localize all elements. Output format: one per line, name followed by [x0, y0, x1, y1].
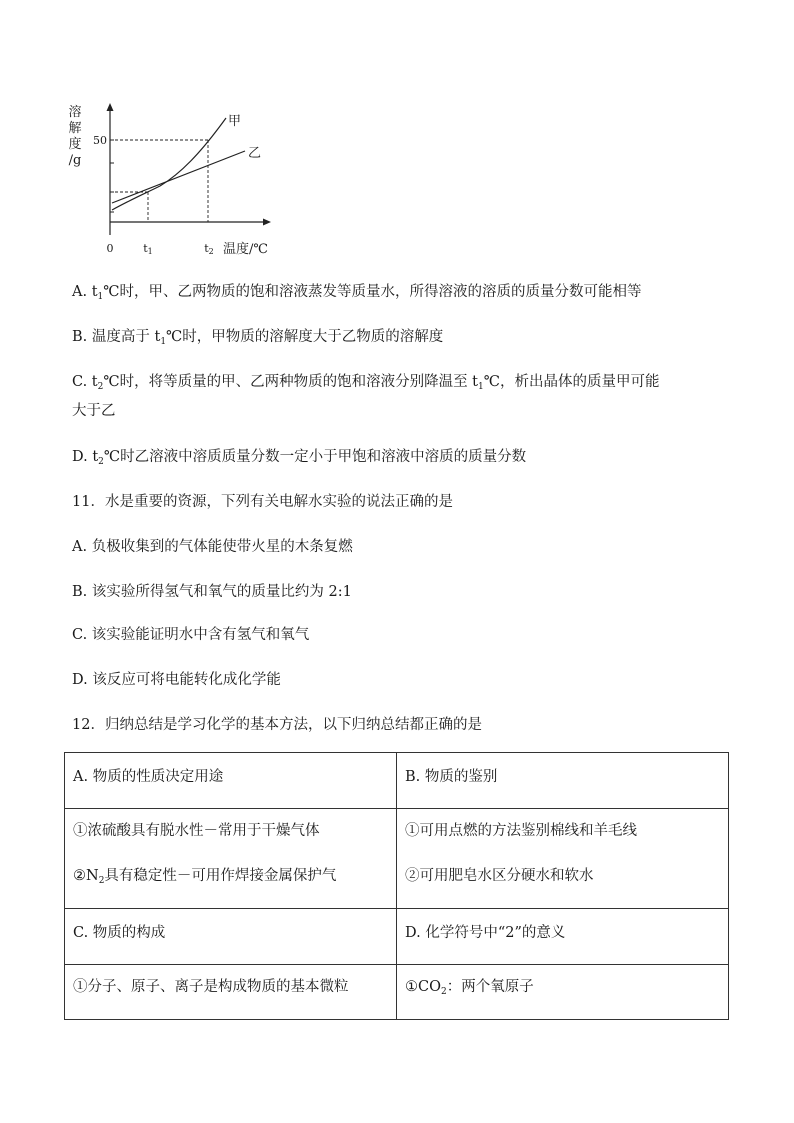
y-axis-arrow	[107, 103, 114, 111]
t1-label: t1	[143, 242, 153, 256]
cell-d-head: D. 化学符号中“2”的意义	[397, 909, 729, 965]
q11-option-c: C. 该实验能证明水中含有氢气和氧气	[72, 627, 310, 643]
q11-option-a: A. 负极收集到的气体能使带火星的木条复燃	[72, 539, 353, 555]
q10-option-b: B. 温度高于 $t_1℃$时，甲物质的溶解度大于乙物质的溶解度	[72, 329, 444, 347]
origin-label: 0	[106, 242, 114, 255]
cell-b-head: B. 物质的鉴别	[397, 753, 729, 809]
table-row	[65, 753, 729, 809]
y-axis-label-3: 度	[68, 137, 82, 152]
q10-option-d: D. $t_2℃$时乙溶液中溶质质量分数一定小于甲饱和溶液中溶质的质量分数	[72, 449, 527, 467]
table-row	[65, 809, 729, 909]
series-jia-label: 甲	[228, 114, 242, 129]
y-axis-label-4: /g	[68, 153, 82, 168]
cell-b-body: ①可用点燃的方法鉴别棉线和羊毛线 ②可用肥皂水区分硬水和软水	[397, 809, 729, 909]
solubility-chart	[60, 100, 290, 265]
x-axis-label: 温度/℃	[223, 242, 268, 257]
q11-stem: 11．水是重要的资源，下列有关电解水实验的说法正确的是	[72, 494, 453, 510]
q11-option-d: D. 该反应可将电能转化成化学能	[72, 672, 281, 688]
q11-option-b: B. 该实验所得氢气和氧气的质量比约为 2:1	[72, 584, 352, 600]
cell-c-head: C. 物质的构成	[65, 909, 397, 965]
q12-stem: 12．归纳总结是学习化学的基本方法，以下归纳总结都正确的是	[72, 717, 482, 733]
series-yi-label: 乙	[248, 146, 262, 161]
y-axis-label-1: 溶	[68, 105, 82, 120]
cell-a-body: ①浓硫酸具有脱水性－常用于干燥气体 $②N_2$具有稳定性－可用作焊接金属保护气	[65, 809, 397, 909]
table-row	[65, 965, 729, 1020]
cell-a-head: A. 物质的性质决定用途	[65, 753, 397, 809]
x-axis-arrow	[263, 219, 271, 226]
y-axis-label-2: 解	[68, 121, 82, 136]
q10-option-c-continued: 大于乙	[72, 403, 116, 419]
table-row	[65, 909, 729, 965]
cell-c-body: ①分子、原子、离子是构成物质的基本微粒	[65, 965, 397, 1020]
q12-summary-table	[64, 752, 729, 1020]
cell-d-body: $①CO_2$：两个氧原子	[397, 965, 729, 1020]
q10-option-a: A. $t_1℃$时，甲、乙两物质的饱和溶液蒸发等质量水，所得溶液的溶质的质量分数可能相等	[72, 284, 642, 302]
q10-option-c: C. $t_2℃$时，将等质量的甲、乙两种物质的饱和溶液分别降温至 $t_1℃$，析出晶体的质量甲可能	[72, 374, 660, 392]
y-tick-label-50: 50	[93, 134, 107, 147]
t2-label: t2	[204, 242, 214, 256]
series-yi-line	[112, 151, 245, 203]
